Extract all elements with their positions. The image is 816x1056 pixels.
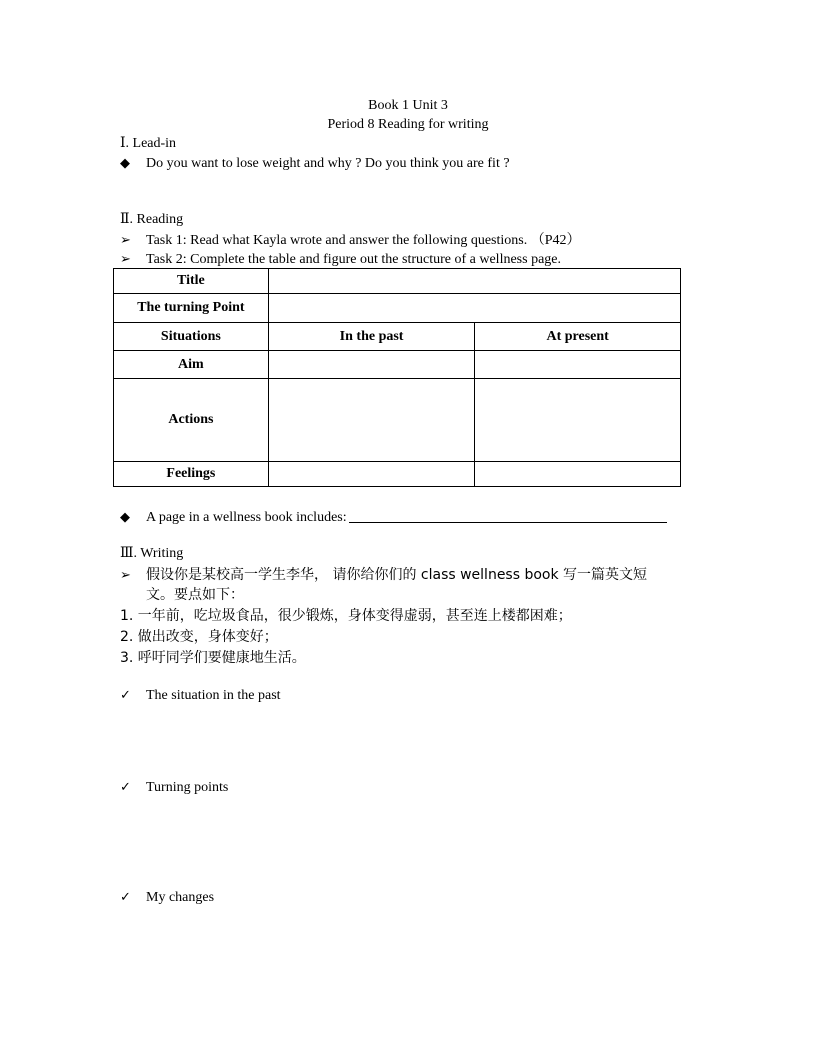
table-cell-actions-present[interactable] bbox=[475, 379, 681, 462]
lead-in-question bbox=[120, 155, 510, 173]
check-item-my-changes bbox=[120, 889, 214, 907]
writing-prompt-line-1: 假设你是某校高一学生李华， 请你给你们的 class wellness book 写一篇英文短 bbox=[146, 567, 648, 583]
table-row bbox=[114, 351, 681, 379]
includes-text: A page in a wellness book includes: bbox=[146, 510, 347, 525]
checkmark-icon: ✓ bbox=[120, 780, 131, 795]
writing-point-3: 3. 呼吁同学们要健康地生活。 bbox=[120, 650, 306, 666]
table-label-actions: Actions bbox=[114, 379, 269, 462]
check-item-situation-past bbox=[120, 687, 281, 705]
section-heading-lead-in: Ⅰ. Lead-in bbox=[120, 136, 177, 151]
table-label-title: Title bbox=[114, 269, 269, 294]
arrow-bullet-icon: ➢ bbox=[120, 568, 131, 583]
writing-prompt bbox=[120, 566, 647, 585]
reading-task-2-text: Task 2: Complete the table and figure out the structure of a wellness page. bbox=[146, 252, 562, 267]
table-row bbox=[114, 294, 681, 323]
table-cell-aim-present[interactable] bbox=[475, 351, 681, 379]
document-subtitle: Period 8 Reading for writing bbox=[327, 117, 489, 132]
arrow-bullet-icon: ➢ bbox=[120, 252, 131, 267]
diamond-bullet-icon: ◆ bbox=[120, 510, 130, 525]
table-row bbox=[114, 379, 681, 462]
document-title: Book 1 Unit 3 bbox=[368, 98, 448, 113]
table-cell-turning-point-blank[interactable] bbox=[268, 294, 680, 323]
includes-answer-line[interactable] bbox=[349, 508, 667, 523]
writing-prompt-line-2: 文。要点如下： bbox=[146, 587, 244, 603]
table-header-past: In the past bbox=[268, 323, 475, 351]
wellness-table bbox=[113, 268, 681, 487]
table-cell-feelings-present[interactable] bbox=[475, 462, 681, 487]
table-header-present: At present bbox=[475, 323, 681, 351]
writing-point-2: 2. 做出改变，身体变好； bbox=[120, 629, 278, 645]
table-row bbox=[114, 462, 681, 487]
reading-task-2 bbox=[120, 251, 561, 269]
lead-in-question-text: Do you want to lose weight and why ? Do you think you are fit ? bbox=[146, 156, 510, 171]
check-item-text: My changes bbox=[146, 890, 215, 905]
arrow-bullet-icon: ➢ bbox=[120, 233, 131, 248]
table-cell-title-blank[interactable] bbox=[268, 269, 680, 294]
wellness-book-includes bbox=[120, 508, 667, 527]
table-label-turning-point: The turning Point bbox=[114, 294, 269, 323]
section-heading-writing: Ⅲ. Writing bbox=[120, 546, 184, 561]
table-row bbox=[114, 269, 681, 294]
checkmark-icon: ✓ bbox=[120, 688, 131, 703]
table-cell-aim-past[interactable] bbox=[268, 351, 475, 379]
check-item-text: The situation in the past bbox=[146, 688, 281, 703]
table-cell-feelings-past[interactable] bbox=[268, 462, 475, 487]
table-cell-actions-past[interactable] bbox=[268, 379, 475, 462]
reading-task-1 bbox=[120, 232, 581, 250]
diamond-bullet-icon: ◆ bbox=[120, 156, 130, 171]
writing-point-1: 1. 一年前，吃垃圾食品，很少锻炼，身体变得虚弱，甚至连上楼都困难； bbox=[120, 608, 572, 624]
table-label-aim: Aim bbox=[114, 351, 269, 379]
checkmark-icon: ✓ bbox=[120, 890, 131, 905]
section-heading-reading: Ⅱ. Reading bbox=[120, 212, 184, 227]
check-item-text: Turning points bbox=[146, 780, 229, 795]
table-row bbox=[114, 323, 681, 351]
check-item-turning-points bbox=[120, 779, 228, 797]
reading-task-1-text: Task 1: Read what Kayla wrote and answer the following questions. （P42） bbox=[146, 233, 581, 248]
table-label-feelings: Feelings bbox=[114, 462, 269, 487]
table-header-situations: Situations bbox=[114, 323, 269, 351]
